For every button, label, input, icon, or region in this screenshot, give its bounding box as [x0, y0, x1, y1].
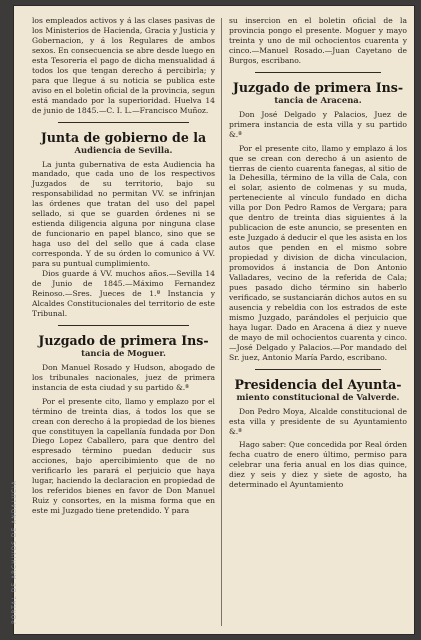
left-continuation-text: los empleados activos y á las clases pasivas de los Ministerios de Hacienda, Gracia y Justicia y Gobernacion, y á los Regulares de ambos sexos. En consecuencia se abre desde luego en esta Tesoreria el pago de dicha mensualidad á todos los que tengan derecho á percibirla; y para que llegue á su noticia se publica este aviso en el boletin oficial de la provincia, segun está mandado por la superioridad. Huelva 14 de junio de 1845.—C. I. L.—Francisco Muñoz.	[32, 16, 215, 115]
aracena-intro-text: Don José Delgado y Palacios, Juez de primera instancia de esta villa y su partido &.ª	[229, 109, 407, 139]
section-subtitle-aracena: tancia de Aracena.	[274, 94, 362, 105]
valverde-intro-text: Don Pedro Moya, Alcalde constitucional de esta villa y presidente de su Ayuntamiento &.ª	[229, 406, 407, 436]
section-title-junta: Junta de gobierno de la	[40, 129, 207, 145]
section-subtitle-valverde: miento constitucional de Valverde.	[236, 391, 400, 402]
right-continuation-text: su insercion en el boletin oficial de la provincia pongo el presente. Moguer y mayo treinta y uno de mil ochocientos cuarenta y cinco.—Manuel Rosado.—Juan Cayetano de Burgos, escribano.	[229, 16, 407, 65]
section-rule	[58, 325, 189, 326]
valverde-body-text: Hago saber: Que concedida por Real órden fecha cuatro de enero último, permiso para celebrar una feria anual en los dias quince, diez y seis y diez y siete de agosto, ha determinado el Ayuntamiento	[229, 440, 407, 490]
left-column	[32, 16, 215, 628]
column-divider	[221, 18, 222, 626]
section-rule	[255, 72, 381, 73]
moguer-intro-text: Don Manuel Rosado y Hudson, abogado de los tribunales nacionales, juez de primera instancia de esta ciudad y su partido &.ª	[32, 362, 215, 392]
section-rule	[58, 122, 189, 123]
junta-closing-text: Dios guarde á VV. muchos años.—Sevilla 14 de Junio de 1845.—Máximo Fernandez Reinoso.—Sres. Jueces de 1.ª Instancia y Alcaldes Constitucionales del territorio de este Tribunal.	[32, 269, 215, 318]
section-subtitle-moguer: tancia de Moguer.	[81, 347, 166, 358]
section-title-presidencia: Presidencia del Ayunta-	[234, 376, 402, 392]
aracena-body-text: Por el presente cito, llamo y emplazo á los que se crean con derecho á un asiento de tierras de ciento cuarenta fanegas, al sitio de la Dehesilla, término de la villa de Cala, con el solar, asiento de colmenas y su muda, perteneciente al vínculo fundado en dicha villa por Don Pedro Ramos de Vergara; para que dentro de treinta dias siguientes á la publicacion de este anuncio, se presenten en este Juzgado á deducir el que les asista en los autos que penden en el mismo sobre propiedad y division de dicha vinculacion, promovidos á instancia de Don Antonio Valladares, vecino de la referida de Cala; pues pasado dicho término sin haberlo verificado, se sustanciarán dichos autos en su ausencia y rebeldia con los estrados de este mismo Juzgado, parándoles el perjuicio que haya lugar. Dado en Aracena á diez y nueve de mayo de mil ochocientos cuarenta y cinco.—José Delgado y Palacios.—Por mandado del Sr. juez, Antonio María Pardo, escribano.	[229, 143, 407, 362]
moguer-body-text: Por el presente cito, llamo y emplazo por el término de treinta dias, á todos los que se crean con derecho á la propiedad de los bienes que constituyen la capellanía fundada por Don Diego Lopez Caballero, para que dentro del espresado término puedan deducir sus acciones, bajo apercibimiento que de no verificarlo les parará el perjuicio que haya lugar, haciendo la declaracion en propiedad de los referidos bienes en favor de Don Manuel Ruiz y consortes, en la misma forma que en este mi Juzgado tiene pretendido. Y para	[32, 396, 215, 516]
newspaper-page	[11, 6, 414, 634]
junta-body-text: La junta gubernativa de esta Audiencia ha mandado, que cada uno de los respectivos Juzgados de su territorio, bajo su responsabilidad no permitan VV. se infrinjan las órdenes que tratan del uso del papel sellado, si que se guarden órdenes ni se estienda diligencia alguna por ninguna clase de funcionario en papel blanco, sino que se haga uso del del sello que á cada clase corresponda. Y de su órden lo comunico á VV. para su puntual cumplimiento.	[32, 159, 215, 269]
section-title-juzgado-aracena: Juzgado de primera Ins-	[232, 79, 404, 95]
section-subtitle-audiencia: Audiencia de Sevilla.	[74, 144, 173, 155]
right-column	[229, 16, 407, 628]
section-title-juzgado-moguer: Juzgado de primera Ins-	[38, 332, 209, 348]
archive-watermark: PORTAL DE ARCHIVOS DE ANDALUCÍA	[11, 480, 18, 624]
section-rule	[255, 369, 381, 370]
